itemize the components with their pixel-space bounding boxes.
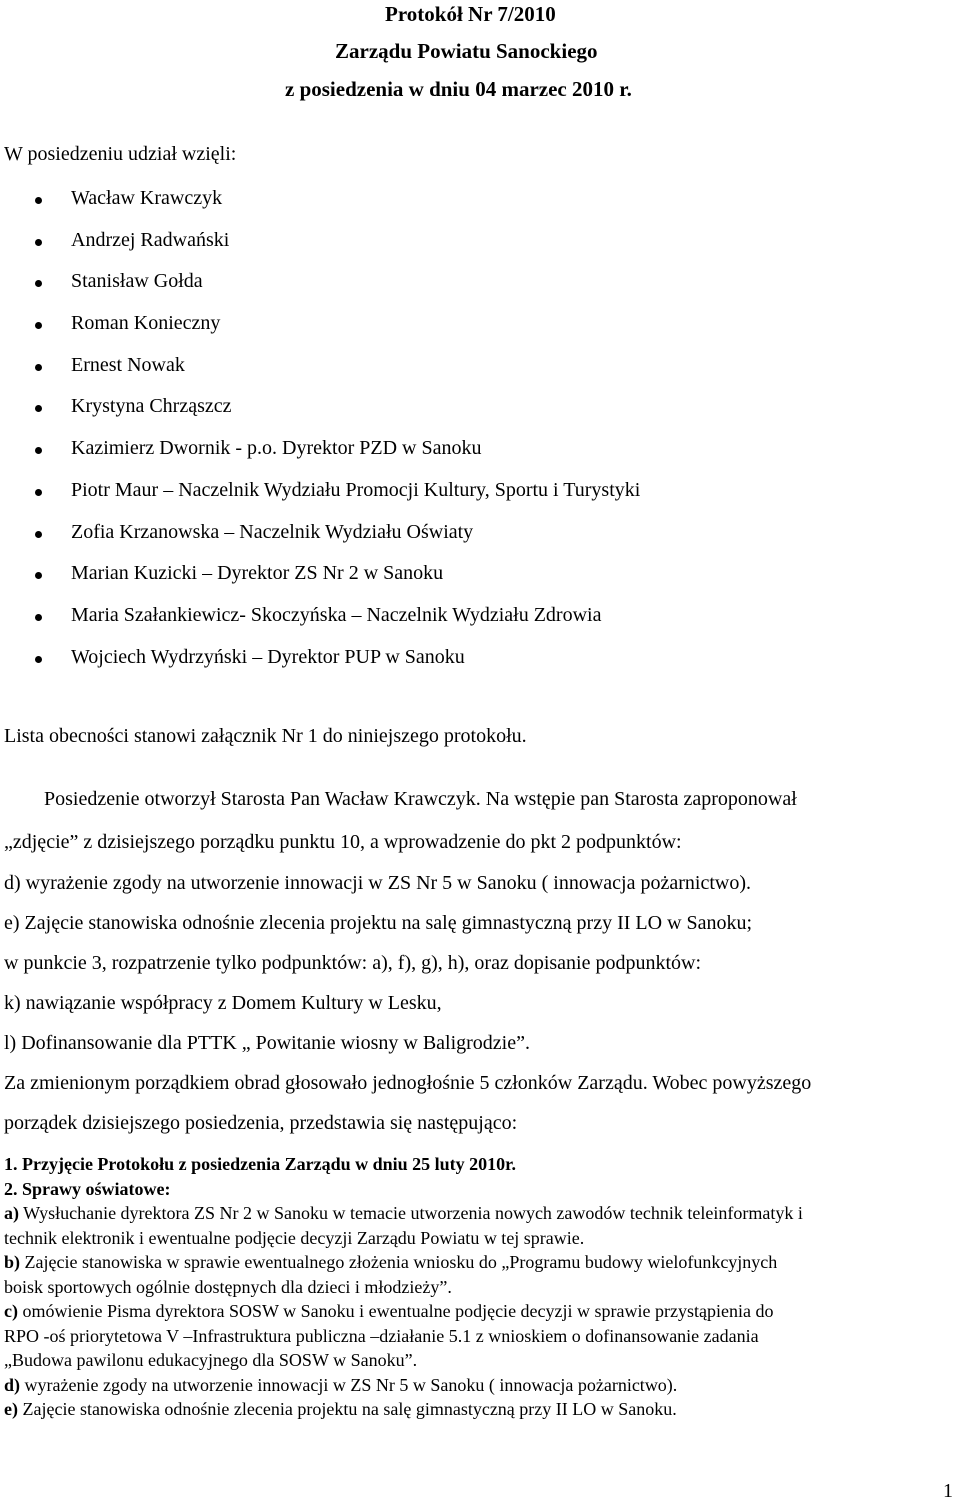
bullet-icon <box>35 405 42 412</box>
agenda-subitem-a: a) Wysłuchanie dyrektora ZS Nr 2 w Sanoku w temacie utworzenia nowych zawodów technik teleinformatyk i <box>4 1203 803 1223</box>
body-line: Posiedzenie otworzył Starosta Pan Wacław Krawczyk. Na wstępie pan Starosta zaproponował <box>4 788 797 810</box>
bullet-icon <box>35 572 42 579</box>
body-line: „zdjęcie” z dzisiejszego porządku punktu 10, a wprowadzenie do pkt 2 podpunktów: <box>4 831 682 853</box>
bullet-icon <box>35 197 42 204</box>
bullet-icon <box>35 656 42 663</box>
bullet-icon <box>35 239 42 246</box>
agenda-item-2: 2. Sprawy oświatowe: <box>4 1178 171 1199</box>
agenda <box>4 1152 954 1422</box>
body-line: porządek dzisiejszego posiedzenia, przedstawia się następująco: <box>4 1112 518 1134</box>
bullet-icon <box>35 364 42 371</box>
agenda-subitem-c-cont: „Budowa pawilonu edukacyjnego dla SOSW w Sanoku”. <box>4 1350 418 1370</box>
meeting-date: z posiedzenia w dniu 04 marzec 2010 r. <box>285 77 632 101</box>
body-line: d) wyrażenie zgody na utworzenie innowacji w ZS Nr 5 w Sanoku ( innowacja pożarnictwo). <box>4 872 751 894</box>
body-line: e) Zajęcie stanowiska odnośnie zlecenia projektu na salę gimnastyczną przy II LO w Sanoku; <box>4 912 753 934</box>
bullet-icon <box>35 489 42 496</box>
body-line: Za zmienionym porządkiem obrad głosowało jednogłośnie 5 członków Zarządu. Wobec powyższego <box>4 1072 812 1094</box>
agenda-item-1: 1. Przyjęcie Protokołu z posiedzenia Zarządu w dniu 25 luty 2010r. <box>4 1154 516 1174</box>
protocol-title: Protokół Nr 7/2010 <box>385 2 556 26</box>
agenda-subitem-c-cont: RPO -oś priorytetowa V –Infrastruktura publiczna –działanie 5.1 z wnioskiem o dofinansowanie zadania <box>4 1325 759 1346</box>
attendees-intro: W posiedzeniu udział wzięli: <box>4 143 237 165</box>
body-line: w punkcie 3, rozpatrzenie tylko podpunktów: a), f), g), h), oraz dopisanie podpunktów: <box>4 952 702 974</box>
agenda-subitem-a-cont: technik elektronik i ewentualne podjęcie decyzji Zarządu Powiatu w tej sprawie. <box>4 1227 585 1248</box>
board-name: Zarządu Powiatu Sanockiego <box>335 39 598 63</box>
agenda-item-2-title: Sprawy oświatowe: <box>22 1178 171 1199</box>
bullet-icon <box>35 447 42 454</box>
agenda-subitem-b: b) Zajęcie stanowiska w sprawie ewentualnego złożenia wniosku do „Programu budowy wielofunkcyjnych <box>4 1252 778 1272</box>
body-line: l) Dofinansowanie dla PTTK „ Powitanie wiosny w Baligrodzie”. <box>4 1032 530 1054</box>
agenda-subitem-e: e) Zajęcie stanowiska odnośnie zlecenia projektu na salę gimnastyczną przy II LO w Sanoku. <box>4 1399 677 1419</box>
agenda-subitem-d: d) wyrażenie zgody na utworzenie innowacji w ZS Nr 5 w Sanoku ( innowacja pożarnictwo). <box>4 1374 678 1395</box>
page-number: 1 <box>943 1480 953 1502</box>
attendance-note: Lista obecności stanowi załącznik Nr 1 do niniejszego protokołu. <box>4 725 527 747</box>
bullet-icon <box>35 280 42 287</box>
agenda-subitem-b-cont: boisk sportowych ogólnie dostępnych dla dzieci i młodzieży”. <box>4 1276 452 1297</box>
bullet-icon <box>35 614 42 621</box>
body-line: k) nawiązanie współpracy z Domem Kultury w Lesku, <box>4 992 442 1014</box>
bullet-icon <box>35 531 42 538</box>
agenda-subitem-c: c) omówienie Pisma dyrektora SOSW w Sanoku i ewentualne podjęcie decyzji w sprawie przystąpienia do <box>4 1301 774 1321</box>
bullet-icon <box>35 322 42 329</box>
